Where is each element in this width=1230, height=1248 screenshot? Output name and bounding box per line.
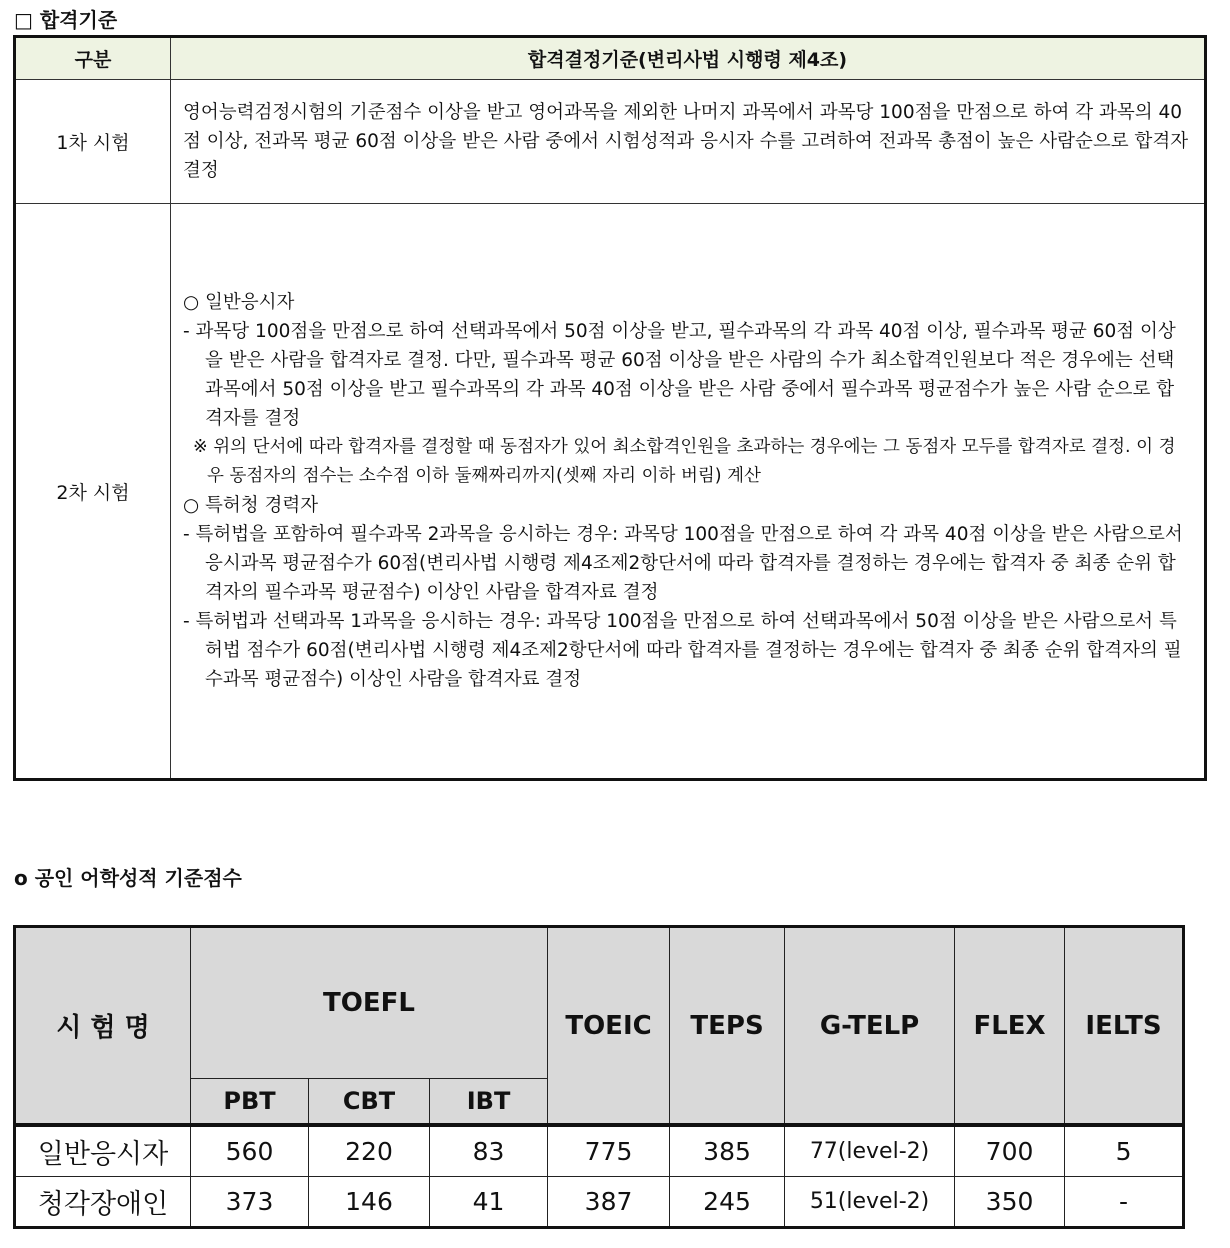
header-pbt: PBT — [191, 1079, 309, 1126]
header-exam-name: 시 험 명 — [15, 927, 191, 1126]
cell-ibt: 41 — [430, 1177, 548, 1228]
career-item-1: - 특허법을 포함하여 필수과목 2과목을 응시하는 경우: 과목당 100점을 만점으로 하여 각 과목 40점 이상을 받은 사람으로서 응시과목 평균점수가 60점(변리사법 시행령 제4조제2항단서에 따라 합격자를 결정하는 경우에는 합격자 중 최종 순위 합격자의 필수과목 평균점수) 이상인 사람을 합격자료 결정 — [183, 524, 1183, 603]
table-row — [15, 1177, 1184, 1228]
header-ielts: IELTS — [1065, 927, 1184, 1126]
cell-flex: 350 — [955, 1177, 1065, 1228]
header-toeic: TOEIC — [548, 927, 670, 1126]
round1-text: 영어능력검정시험의 기준점수 이상을 받고 영어과목을 제외한 나머지 과목에서 과목당 100점을 만점으로 하여 각 과목의 40점 이상, 전과목 평균 60점 이상을 받은 사람 중에서 시험성적과 응시자 수를 고려하여 전과목 총점이 높은 사람순으로 합격자 결정 — [183, 102, 1189, 181]
round1-label: 1차 시험 — [15, 80, 171, 204]
cell-gtelp: 77(level-2) — [785, 1125, 955, 1177]
career-item-2: - 특허법과 선택과목 1과목을 응시하는 경우: 과목당 100점을 만점으로 하여 선택과목에서 50점 이상을 받은 사람으로서 특허법 점수가 60점(변리사법 시행령 제4조제2항단서에 따라 합격자를 결정하는 경우에는 합격자 중 최종 순위 합격자의 필수과목 평균점수) 이상인 사람을 합격자료 결정 — [183, 611, 1182, 690]
cell-flex: 700 — [955, 1125, 1065, 1177]
header-gtelp: G-TELP — [785, 927, 955, 1126]
header-criteria: 합격결정기준(변리사법 시행령 제4조) — [171, 37, 1206, 80]
table-row — [15, 80, 1206, 204]
cell-pbt: 560 — [191, 1125, 309, 1177]
cell-gtelp: 51(level-2) — [785, 1177, 955, 1228]
cell-ielts: - — [1065, 1177, 1184, 1228]
cell-pbt: 373 — [191, 1177, 309, 1228]
header-flex: FLEX — [955, 927, 1065, 1126]
table-row — [15, 204, 1206, 780]
header-cbt: CBT — [309, 1079, 430, 1126]
header-toefl: TOEFL — [191, 927, 548, 1079]
cell-toeic: 775 — [548, 1125, 670, 1177]
cell-ibt: 83 — [430, 1125, 548, 1177]
header-ibt: IBT — [430, 1079, 548, 1126]
row-label: 청각장애인 — [15, 1177, 191, 1228]
header-teps: TEPS — [670, 927, 785, 1126]
table-row — [15, 1125, 1184, 1177]
cell-ielts: 5 — [1065, 1125, 1184, 1177]
cell-cbt: 146 — [309, 1177, 430, 1228]
section-title-language-scores: o 공인 어학성적 기준점수 — [14, 866, 242, 890]
header-category: 구분 — [15, 37, 171, 80]
language-score-table — [13, 925, 1185, 1229]
career-heading: ○ 특허청 경력자 — [183, 495, 319, 516]
section-title-criteria: □ 합격기준 — [14, 8, 118, 32]
general-note: ※ 위의 단서에 따라 합격자를 결정할 때 동점자가 있어 최소합격인원을 초과하는 경우에는 그 동점자 모두를 합격자로 결정. 이 경우 동점자의 점수는 소수점 이하 둘째짜리까지(셋째 자리 이하 버림) 계산 — [193, 437, 1176, 486]
criteria-table — [13, 35, 1207, 781]
cell-teps: 245 — [670, 1177, 785, 1228]
row-label: 일반응시자 — [15, 1125, 191, 1177]
general-item: - 과목당 100점을 만점으로 하여 선택과목에서 50점 이상을 받고, 필수과목의 각 과목 40점 이상, 필수과목 평균 60점 이상을 받은 사람을 합격자로 결정. 다만, 필수과목 평균 60점 이상을 받은 사람의 수가 최소합격인원보다 적은 경우에는 선택과목에서 50점 이상을 받고 필수과목의 각 과목 40점 이상을 받은 사람 중에서 필수과목 평균점수가 높은 사람 순으로 합격자를 결정 — [183, 321, 1176, 429]
general-heading: ○ 일반응시자 — [183, 292, 295, 313]
round2-label: 2차 시험 — [15, 204, 171, 780]
cell-cbt: 220 — [309, 1125, 430, 1177]
cell-teps: 385 — [670, 1125, 785, 1177]
cell-toeic: 387 — [548, 1177, 670, 1228]
